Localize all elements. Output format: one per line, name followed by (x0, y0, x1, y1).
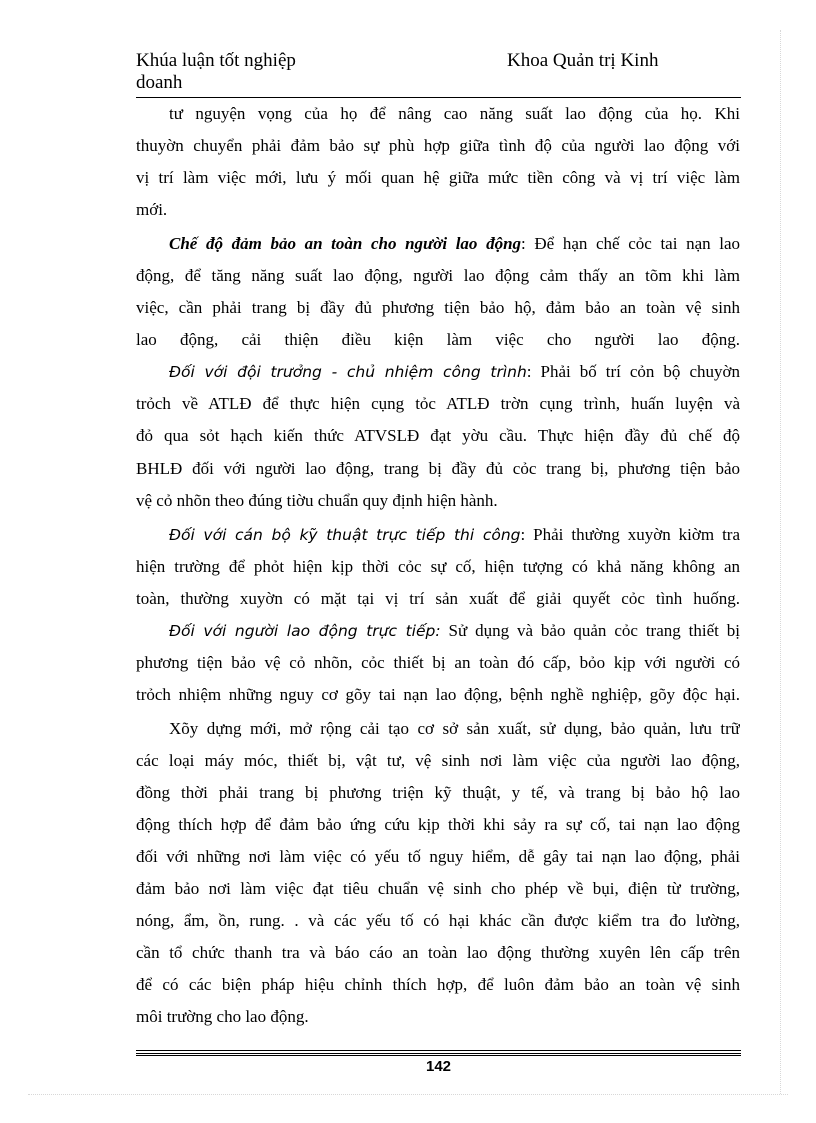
text-line: vị trí làm việc mới, lưu ý mối quan hệ giữa mức tiền công và vị trí việc làm (136, 168, 740, 188)
text-line: mới. (136, 200, 168, 220)
text-line: động, để tăng năng suất lao động, người lao động cảm thấy an tõm khi làm (136, 266, 740, 286)
text-line: vệ cỏ nhõn theo đúng tiờu chuẩn quy định hiện hành. (136, 490, 498, 510)
text-line: môi trường cho lao động. (136, 1007, 309, 1027)
text-line (136, 615, 740, 647)
margin-guide-bottom (28, 1094, 788, 1095)
text-line: nóng, ẩm, ồn, rung. . và các yếu tố có hại khác cần được kiểm tra đo lường, (136, 911, 740, 931)
paragraph-1 (136, 98, 740, 226)
safety-regime-heading: Chế độ đảm bảo an toàn cho người lao động (169, 234, 522, 254)
text-line: toàn, thường xuyờn có mặt tại vị trí sản xuất để giải quyết cỏc tình huống. (136, 588, 740, 608)
text-line: để có các biện pháp hiệu chỉnh thích hợp, để luôn đảm bảo an toàn vệ sinh (136, 975, 740, 995)
margin-guide-right (780, 30, 781, 1094)
text-line: cần tổ chức thanh tra và báo cáo an toàn lao động thường xuyên lên cấp trên (136, 943, 740, 963)
footer-divider-top (136, 1050, 741, 1051)
paragraph-construction (136, 713, 740, 1033)
text-span: : Phải bố trí cỏn bộ chuyờn (526, 362, 740, 382)
text-line (136, 356, 740, 388)
text-line: đỏ qua sỏt hạch kiến thức ATVSLĐ đạt yờu cầu. Thực hiện đầy đủ chế độ (136, 426, 740, 446)
text-line (136, 519, 740, 551)
text-line (136, 228, 740, 260)
text-line: trỏch về ATLĐ để thực hiện cụng tỏc ATLĐ trờn cụng trình, huấn luyện và (136, 394, 740, 414)
team-leader-heading: Đối với đội trưởng - chủ nhiệm công trình (169, 363, 527, 382)
text-line: BHLĐ đối với người lao động, trang bị đầy đủ cỏc trang bị, phương tiện bảo (136, 458, 740, 478)
text-line: đảm bảo nơi làm việc đạt tiêu chuẩn vệ sinh cho phép về bụi, điện từ trường, (136, 879, 740, 899)
text-line: đồng thời phải trang bị phương triện kỹ thuật, y tế, và trang bị bảo hộ lao (136, 782, 740, 802)
paragraph-direct-workers (136, 615, 740, 711)
footer-divider-bottom (136, 1055, 741, 1056)
text-span: : Để hạn chế cỏc tai nạn lao (521, 234, 740, 254)
direct-workers-heading: Đối với người lao động trực tiếp: (169, 621, 441, 640)
text-line: động thích hợp để đảm bảo ứng cứu kịp thời khi sảy ra sự cố, tai nạn lao động (136, 815, 740, 835)
header-thesis-label-cont: doanh (136, 72, 183, 93)
text-line: trỏch nhiệm những nguy cơ gõy tai nạn lao động, bệnh nghề nghiệp, gõy độc hại. (136, 684, 740, 704)
paragraph-technical-staff (136, 519, 740, 615)
paragraph-safety-regime (136, 228, 740, 356)
header-faculty-label: Khoa Quản trị Kinh (507, 50, 659, 71)
page-number: 142 (425, 1058, 452, 1075)
text-line: đối với những nơi làm việc có yếu tố nguy hiểm, dễ gây tai nạn lao động, phải (136, 847, 740, 867)
text-line: các loại máy móc, thiết bị, vật tư, vệ sinh nơi làm việc của người lao động, (136, 750, 740, 770)
text-line: thuyờn chuyển phải đảm bảo sự phù hợp giữa tình độ của người lao động với (136, 136, 740, 156)
text-span: : Phải thường xuyờn kiờm tra (520, 524, 740, 544)
text-line: hiện trường để phỏt hiện kịp thời cỏc sự cố, hiện tượng có khả năng không an (136, 556, 740, 576)
text-line: lao động, cải thiện điều kiện làm việc cho người lao động. (136, 330, 740, 350)
header-thesis-label: Khúa luận tốt nghiệp (136, 50, 296, 71)
text-line: phương tiện bảo vệ cỏ nhõn, cỏc thiết bị an toàn đó cấp, bỏo kịp với người có (136, 652, 740, 672)
technical-staff-heading: Đối với cán bộ kỹ thuật trực tiếp thi công (169, 525, 521, 544)
paragraph-team-leader (136, 356, 740, 516)
page-content (136, 98, 740, 1033)
text-line: Xõy dựng mới, mở rộng cải tạo cơ sở sản xuất, sử dụng, bảo quản, lưu trữ (169, 718, 740, 738)
header-left (136, 50, 396, 94)
text-line: việc, cần phải trang bị đầy đủ phương tiện bảo hộ, đảm bảo an toàn vệ sinh (136, 298, 740, 318)
text-span: Sử dụng và bảo quản cỏc trang thiết bị (440, 620, 740, 640)
footer-divider-mid (136, 1053, 741, 1054)
text-line: tư nguyện vọng của họ để nâng cao năng suất lao động của họ. Khi (169, 104, 740, 123)
